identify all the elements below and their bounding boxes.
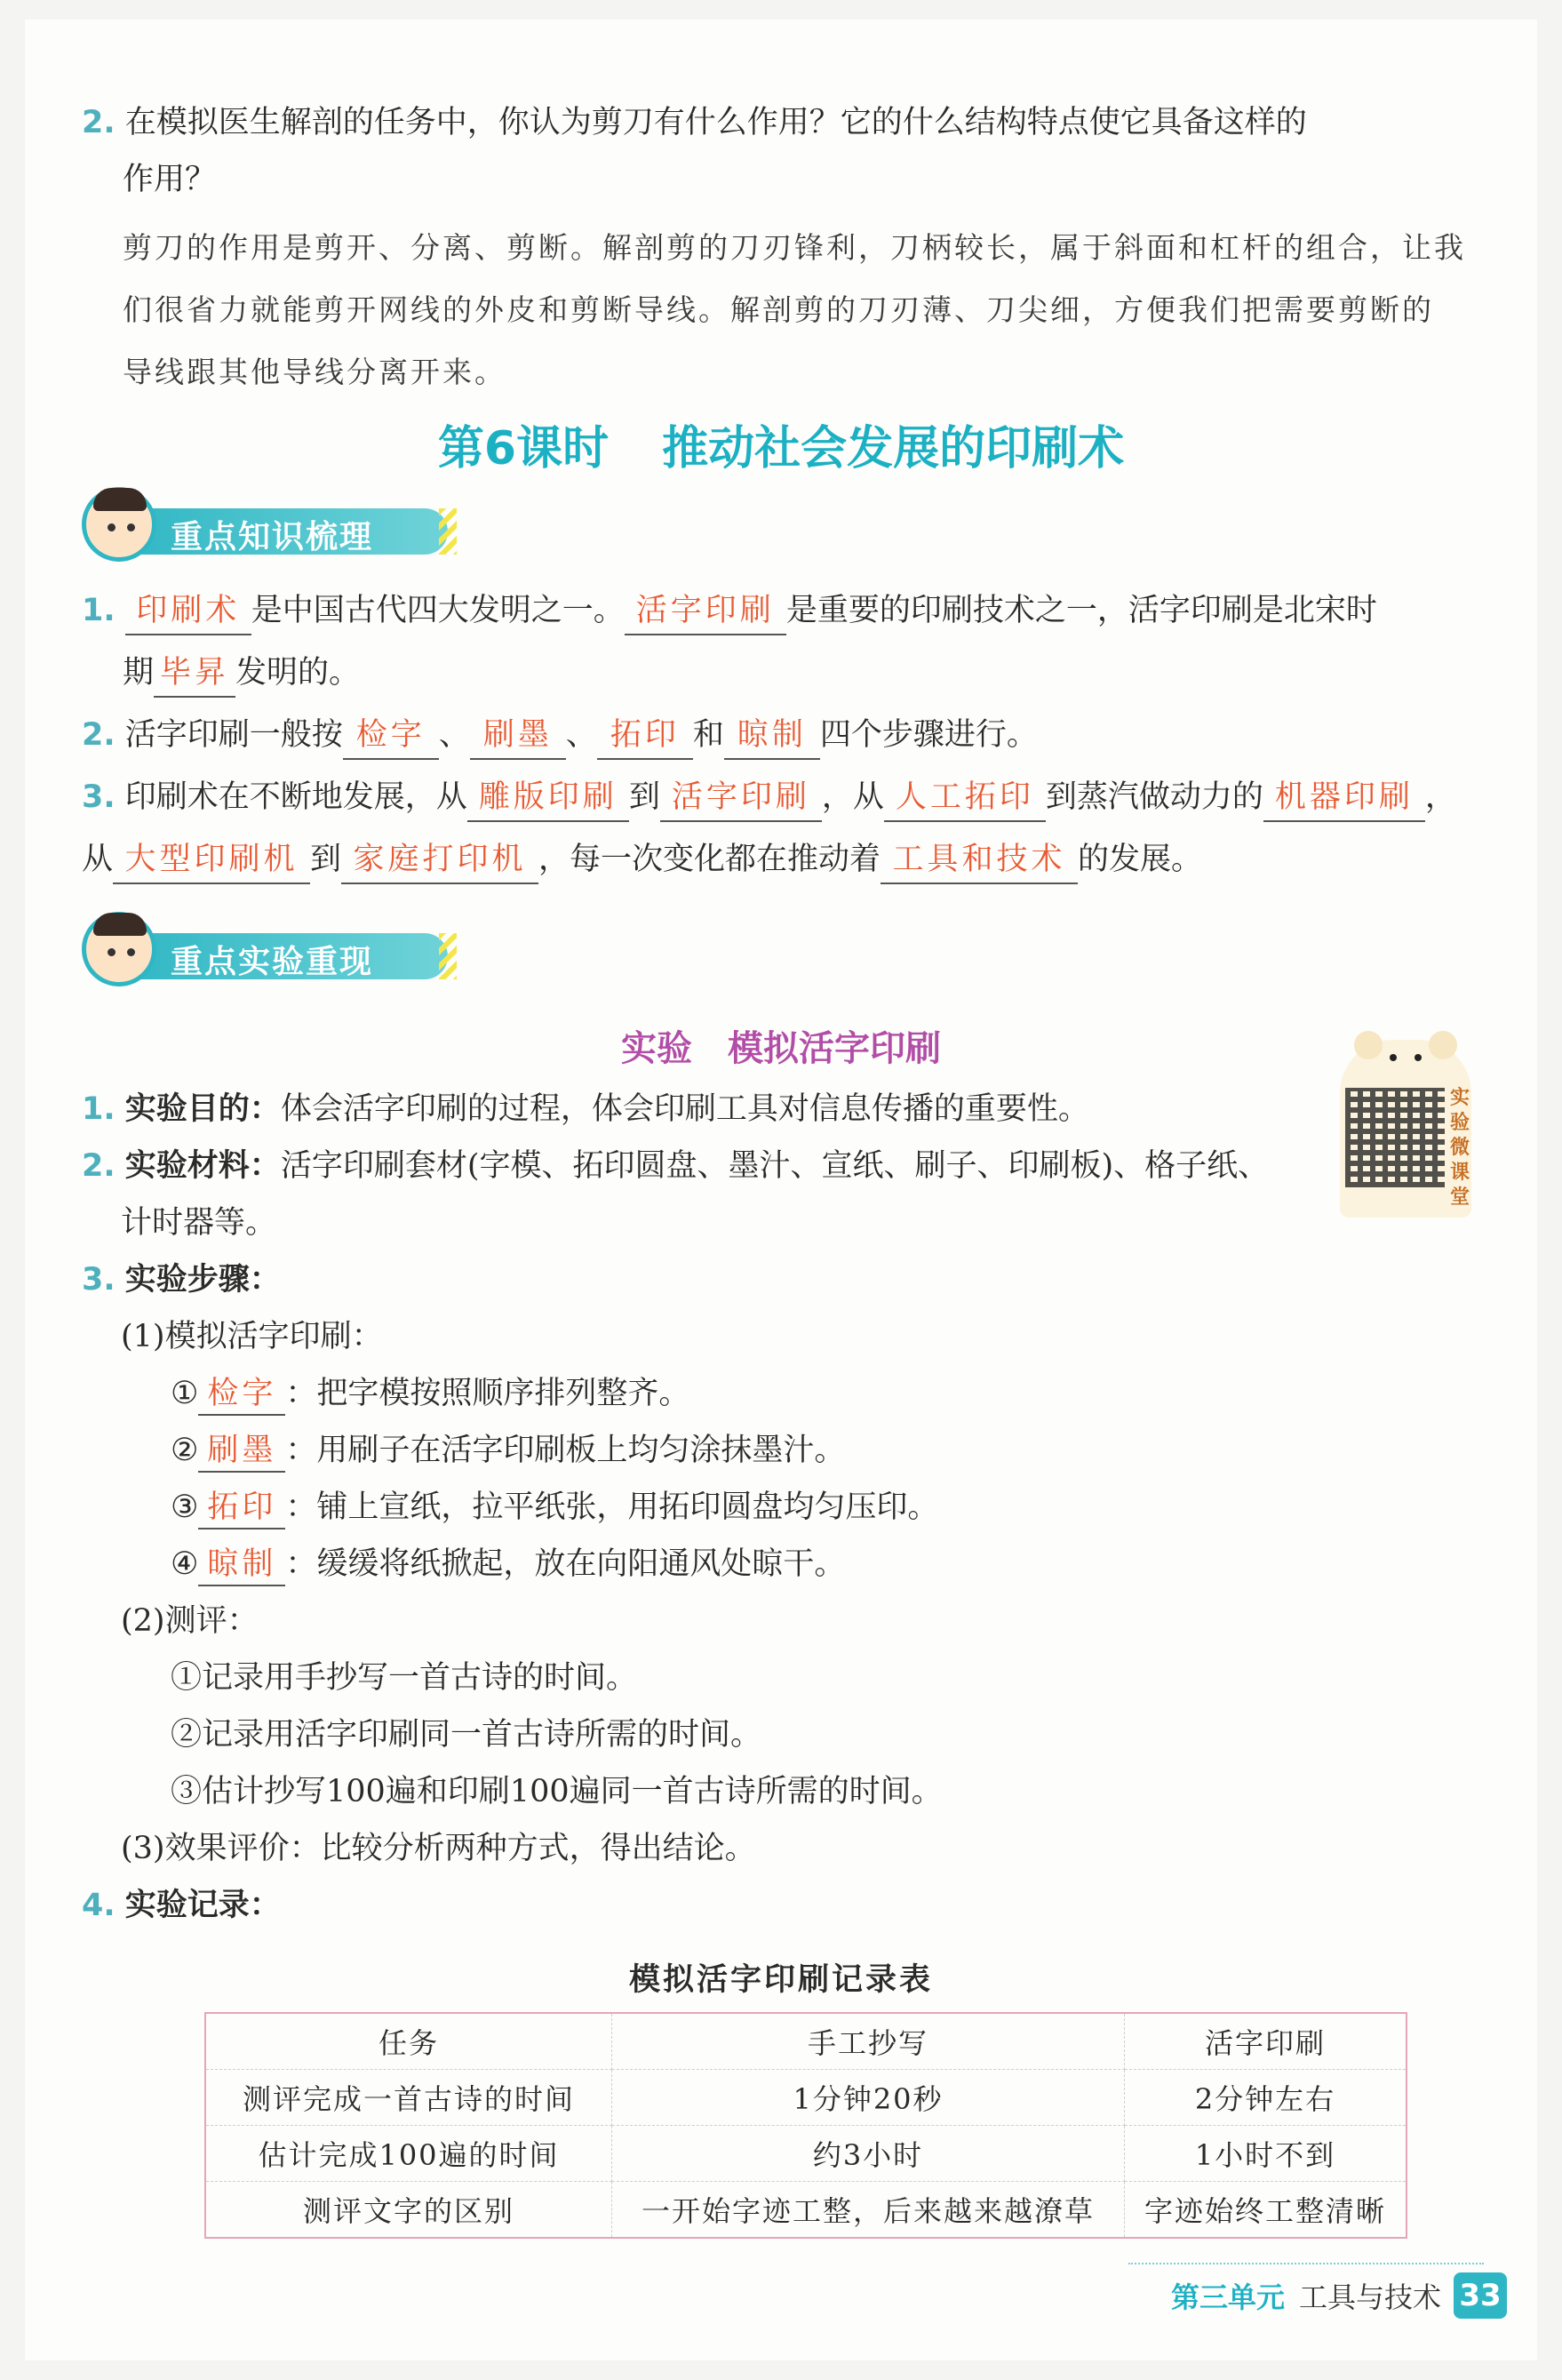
question-2 (82, 94, 1503, 403)
knowledge-item-1: 1. 印刷术 是中国古代四大发明之一。 活字印刷 是重要的印刷技术之一，活字印刷是北宋时 (82, 579, 1503, 642)
answer-blank: 活字印刷 (660, 774, 822, 822)
question-text-cont: 作用？ (123, 162, 217, 197)
knowledge-item-2: 2. 活字印刷一般按 检字 、 刷墨 、 拓印 和 晾制 四个步骤进行。 (82, 704, 1503, 766)
section-banner-knowledge (82, 503, 448, 560)
sub-step-1: (1)模拟活字印刷： (121, 1319, 383, 1354)
answer-blank: 刷墨 (198, 1430, 285, 1473)
answer-blank: 检字 (343, 712, 439, 760)
answer-blank: 印刷术 (125, 587, 251, 635)
answer-blank: 检字 (198, 1373, 285, 1416)
footer-unit: 第三单元 (1170, 2280, 1285, 2314)
sub-step-3: (3)效果评价：比较分析两种方式，得出结论。 (121, 1831, 756, 1866)
experiment-title: 实验 模拟活字印刷 (621, 1028, 941, 1069)
record-table-title: 模拟活字印刷记录表 (628, 1961, 933, 1998)
step-purpose: 1. 实验目的：体会活字印刷的过程，体会印刷工具对信息传播的重要性。 (82, 1090, 1089, 1127)
banner-label: 重点实验重现 (171, 944, 374, 980)
table-row: 测评完成一首古诗的时间 1分钟20秒 2分钟左右 (205, 2070, 1407, 2126)
question-number: 2. (82, 105, 116, 140)
banner-label: 重点知识梳理 (171, 519, 374, 555)
mascot-icon (82, 912, 156, 986)
table-row: 测评文字的区别 一开始字迹工整，后来越来越潦草 字迹始终工整清晰 (205, 2182, 1407, 2239)
answer-blank: 机器印刷 (1263, 774, 1425, 822)
answer-blank: 毕昇 (154, 650, 235, 698)
answer-blank: 活字印刷 (625, 587, 786, 635)
step-materials: 2. 实验材料：活字印刷套材(字模、拓印圆盘、墨汁、宣纸、刷子、印刷板)、格子纸、 (82, 1147, 1270, 1184)
question-text: 在模拟医生解剖的任务中，你认为剪刀有什么作用？它的什么结构特点使它具备这样的 (124, 105, 1307, 140)
lesson-title (0, 411, 1562, 477)
footer-divider (1128, 2263, 1484, 2264)
qr-code[interactable] (1340, 1040, 1471, 1218)
knowledge-item-3: 3. 印刷术在不断地发展，从 雕版印刷 到 活字印刷 ，从 人工拓印 到蒸汽做动力的 机器印刷 ， (82, 766, 1503, 828)
lesson-name: 推动社会发展的印刷术 (662, 422, 1125, 475)
footer-topic: 工具与技术 (1298, 2280, 1441, 2314)
answer-blank: 工具和技术 (881, 836, 1078, 884)
page-number: 33 (1454, 2272, 1507, 2319)
answer-blank: 大型印刷机 (113, 836, 310, 884)
answer-line-1: 剪刀的作用是剪开、分离、剪断。解剖剪的刀刃锋利，刀柄较长，属于斜面和杠杆的组合，让我 (123, 230, 1466, 265)
table-row: 估计完成100遍的时间 约3小时 1小时不到 (205, 2126, 1407, 2182)
knowledge-points: 1. 印刷术 是中国古代四大发明之一。 活字印刷 是重要的印刷技术之一，活字印刷是北宋时 期 毕昇 发明的。 2. 活字印刷一般按 检字 、 刷墨 、 拓印 和 晾制 四个步骤进行。 3. 印刷术在不断地发展，从 雕版印刷 到 活字印刷 ，从 人工拓印 到蒸汽做动力的 机器印刷 ， 从 大型印刷机 到 家庭打印机 ，每一次变化都在推动着 工具和技术 的发展。 (82, 579, 1503, 891)
answer-blank: 拓印 (198, 1487, 285, 1529)
lesson-code: 第6课时 (437, 422, 610, 475)
experiment-steps: 1. 实验目的：体会活字印刷的过程，体会印刷工具对信息传播的重要性。 2. 实验材料：活字印刷套材(字模、拓印圆盘、墨汁、宣纸、刷子、印刷板)、格子纸、 计时器等。 3. 实验步骤： (1)模拟活字印刷： ① 检字 ：把字模按照顺序排列整齐。 ② 刷墨 ：用刷子在活字印刷板上均匀涂抹墨汁。 ③ 拓印 ：铺上宣纸，拉平纸张，用拓印圆盘均匀压印。 ④ 晾制 ：缓缓将纸掀起，放在向阳通风处晾干。 (2)测评： ①记录用手抄写一首古诗的时间。 ②记录用活字印刷同一首古诗所需的时间。 ③估计抄写100遍和印刷100遍同一首古诗所需的时间。 (3)效果评价：比较分析两种方式，得出结论。 4. 实验记录： (82, 1081, 1343, 1934)
sub-step-2: (2)测评： (121, 1603, 259, 1639)
answer-blank: 刷墨 (470, 712, 566, 760)
section-banner-experiment (82, 928, 448, 985)
step-record: 4. 实验记录： (82, 1887, 281, 1923)
answer-blank: 人工拓印 (884, 774, 1046, 822)
bear-icon (1352, 1027, 1459, 1063)
header-handwriting: 手工抄写 (612, 2013, 1125, 2070)
table-header-row (205, 2013, 1407, 2070)
step-procedure: 3. 实验步骤： (82, 1261, 281, 1298)
answer-blank: 家庭打印机 (341, 836, 538, 884)
header-printing: 活字印刷 (1125, 2013, 1407, 2070)
answer-blank: 晾制 (198, 1544, 285, 1586)
record-table (204, 2012, 1407, 2239)
answer-blank: 雕版印刷 (467, 774, 629, 822)
answer-line-2: 们很省力就能剪开网线的外皮和剪断导线。解剖剪的刀刃薄、刀尖细，方便我们把需要剪断的 (123, 292, 1434, 327)
answer-line-3: 导线跟其他导线分离开来。 (123, 355, 506, 389)
qr-caption: 实 验 微 课 堂 (1449, 1087, 1470, 1209)
mascot-icon (82, 487, 156, 562)
page-footer (1171, 2272, 1507, 2320)
header-task: 任务 (205, 2013, 612, 2070)
answer-blank: 拓印 (597, 712, 693, 760)
qr-pattern (1345, 1088, 1445, 1187)
answer-blank: 晾制 (724, 712, 820, 760)
